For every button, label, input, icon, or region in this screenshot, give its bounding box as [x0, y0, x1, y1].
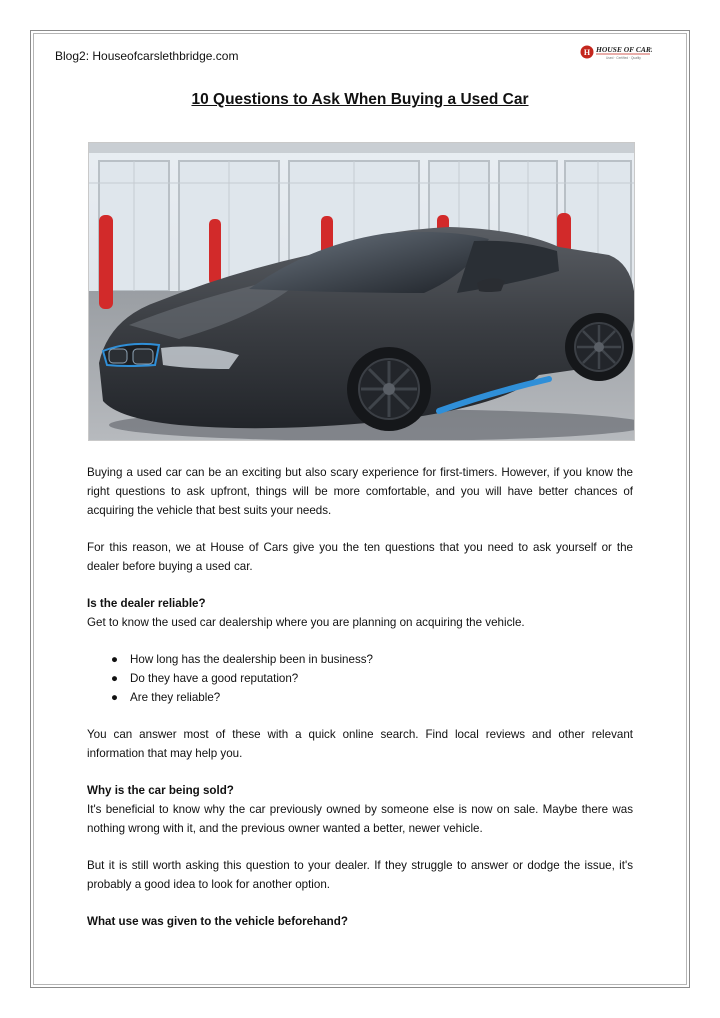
bullet-icon: ● [111, 691, 119, 704]
question-2-text: It's beneficial to know why the car previously owned by someone else is now on sale. Maybe there was nothing wrong with it, and the previous owner wanted a better, newer vehicle. [87, 803, 633, 835]
list-item: ● Are they reliable? [87, 688, 633, 707]
question-2-followup: But it is still worth asking this question to your dealer. If they struggle to answer or dodge the issue, it's probably a good idea to look for another option. [87, 859, 633, 891]
article-body [87, 463, 633, 931]
intro-paragraph-1: Buying a used car can be an exciting but also scary experience for first-timers. However, if you know the right questions to ask upfront, things will be more comfortable, and you will have better chances of acquiring the vehicle that best suits your needs. [87, 466, 633, 517]
question-1-text: Get to know the used car dealership where you are planning on acquiring the vehicle. [87, 616, 525, 629]
intro-paragraph-2: For this reason, we at House of Cars give you the ten questions that you need to ask yourself or the dealer before buying a used car. [87, 541, 633, 573]
page-title: 10 Questions to Ask When Buying a Used Car [191, 91, 529, 108]
list-item: ● Do they have a good reputation? [87, 669, 633, 688]
logo-tagline: Used · Certified · Quality [606, 56, 641, 60]
svg-text:H: H [583, 48, 591, 57]
logo-text: HOUSE OF CARS [596, 45, 652, 54]
bullet-icon: ● [111, 653, 119, 666]
page-label: Blog2: Houseofcarslethbridge.com [55, 49, 239, 63]
house-of-cars-logo [580, 43, 652, 61]
bullet-icon: ● [111, 672, 119, 685]
question-1-bullet-list [87, 650, 633, 707]
list-item: ● How long has the dealership been in business? [87, 650, 633, 669]
question-1-followup: You can answer most of these with a quick online search. Find local reviews and other relevant information that may help you. [87, 728, 633, 760]
question-1-heading: Is the dealer reliable? [87, 597, 206, 610]
question-2-heading: Why is the car being sold? [87, 784, 234, 797]
car-photo [88, 142, 635, 441]
question-3-heading: What use was given to the vehicle beforehand? [87, 915, 348, 928]
